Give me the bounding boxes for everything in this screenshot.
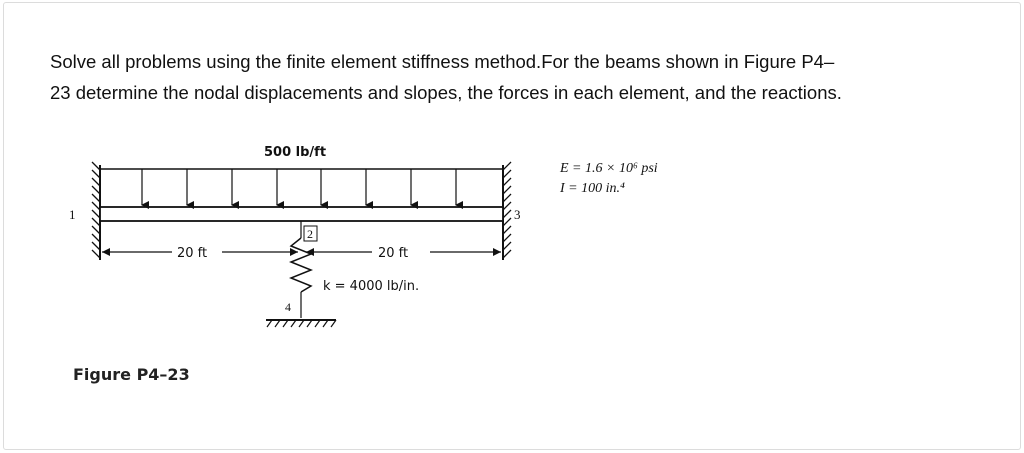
problem-line-2: 23 determine the nodal displacements and slopes, the forces in each element, and the reactions. (50, 82, 842, 103)
node-label-3: 3 (514, 207, 521, 222)
right-fixed-support (503, 162, 511, 260)
modulus-label: E = 1.6 × 10⁶ psi (560, 161, 658, 176)
span-dimension (102, 248, 501, 256)
spring-support (266, 221, 336, 327)
problem-line-1: Solve all problems using the finite element stiffness method.For the beams shown in Figure P4– (50, 51, 835, 72)
figure-caption: Figure P4–23 (73, 365, 190, 384)
span-left-label: 20 ft (177, 246, 208, 261)
node-label-2: 2 (307, 227, 313, 241)
node-label-1: 1 (69, 207, 76, 222)
load-label: 500 lb/ft (264, 145, 327, 160)
left-fixed-support (92, 162, 100, 260)
span-right-label: 20 ft (378, 246, 409, 261)
beam (100, 207, 503, 221)
node-label-4: 4 (285, 300, 291, 314)
spring-label: k = 4000 lb/in. (323, 279, 420, 294)
distributed-load (100, 169, 503, 205)
inertia-label: I = 100 in.⁴ (560, 181, 625, 196)
